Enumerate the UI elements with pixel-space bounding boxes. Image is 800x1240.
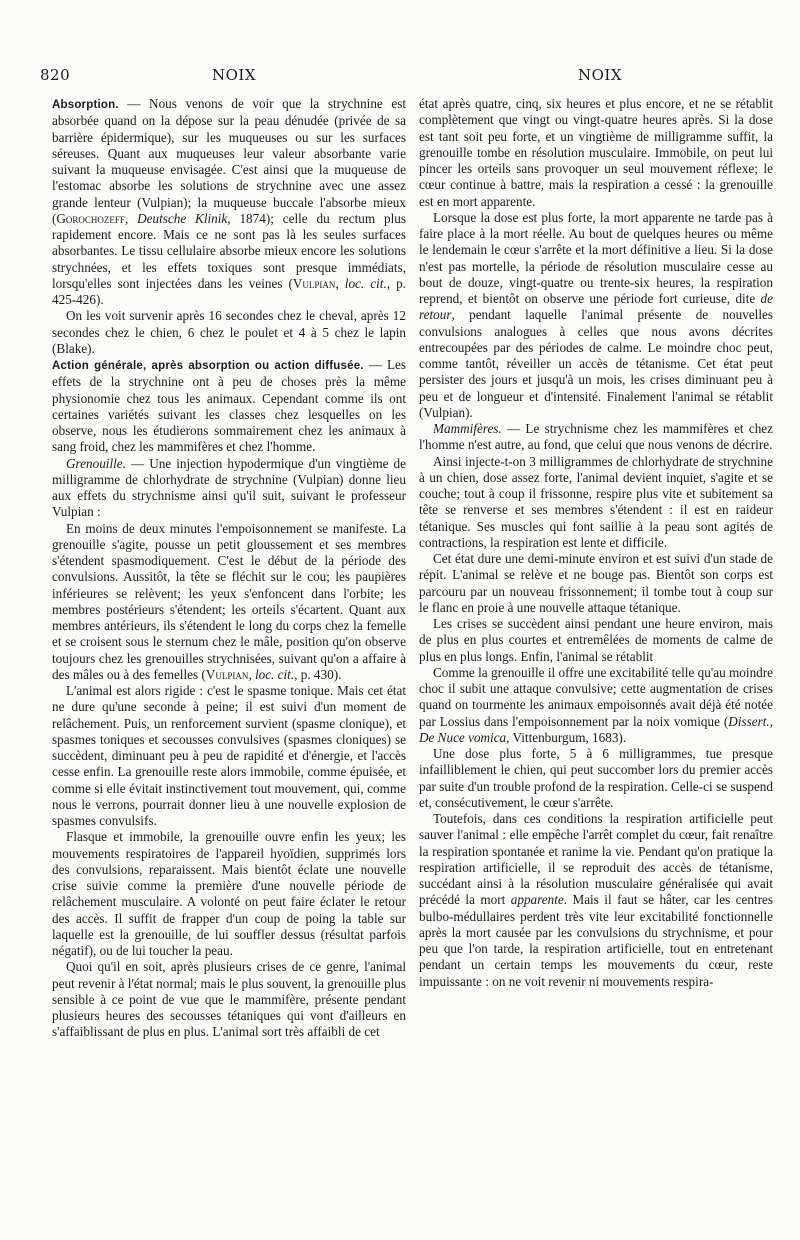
running-head-right: NOIX [578, 66, 623, 84]
paragraph-text: En moins de deux minutes l'empoisonnement se manifeste. La grenouille s'agite, pousse un petit gloussement et ses membres s'étendent spasmodiquement. C'est le début de la période des convulsions. Aussitôt, la tête se fléchit sur le cou; les paupières inférieures se relèvent; les yeux s'enfoncent dans l'orbite; les membres postérieurs s'étendent; les orteils s'écartent. Quant aux membres antérieurs, ils s'étendent le long du corps chez la femelle et se croisent sous le sternum chez le mâle, position qu'on observe toujours chez les grenouilles strychnisées, suivant qu'on a affaire à des mâles ou à des femelles ( [52, 520, 406, 682]
paragraph: état après quatre, cinq, six heures et plus encore, et ne se rétablit complètement que vingt ou vingt-quatre heures après. Si la dose est tant soit peu forte, et un vingtième de milligramme suffit, la grenouille tombe en résolution musculaire. Immobile, on peut lui pincer les orteils sans provoquer un seul mouvement réflexe; le cœur continue à battre, mais la respiration a cessé : la grenouille est en mort apparente. [419, 96, 773, 209]
paragraph: Cet état dure une demi-minute environ et est suivi d'un stade de répit. L'animal se relève et ne bouge pas. Bientôt son corps est parcouru par un nouveau frissonnement; il tombe tout à coup sur le flanc en proie à une nouvelle attaque tétanique. [419, 551, 773, 615]
subsection-heading-mammiferes: Mammifères. [433, 421, 502, 436]
paragraph: Les crises se succèdent ainsi pendant une heure environ, mais de plus en plus courtes et entremêlées de moments de calme de plus en plus longs. Enfin, l'animal se rétablit [419, 616, 773, 664]
paragraph-text: , [124, 210, 138, 226]
paragraph: Quoi qu'il en soit, après plusieurs crises de ce genre, l'animal peut revenir à l'état normal; mais le plus souvent, la grenouille plus sensible à ce point de vue que le mammifère, présente pendant plusieurs heures des secousses tétaniques qui vont d'ailleurs en s'affaiblissant de plus en plus. L'animal sort très affaibli de cet [52, 959, 406, 1040]
paragraph-action-generale [52, 357, 406, 456]
paragraph-text: Comme la grenouille il offre une excitabilité telle qu'au moindre choc il subit une attaque convulsive; cette augmentation de crises quand on tourmente les animaux empoisonnés avait déjà été notée par Lossius dans l'empoisonnement par la noix vomique ( [419, 664, 773, 729]
paragraph [419, 665, 773, 746]
left-column [52, 96, 406, 1196]
paragraph [419, 210, 773, 421]
page-number: 820 [40, 66, 71, 84]
paragraph-text: Lorsque la dose est plus forte, la mort apparente ne tarde pas à faire place à la mort réelle. Au bout de quelques heures ou même le lendemain le cœur s'arrête et la mort définitive a lieu. Si la dose n'est pas mortelle, la période de résolution musculaire cesse au bout de douze, vingt-quatre ou trente-six heures, la respiration reprend, et bientôt on observe une période fort curieuse, dite [419, 209, 773, 306]
paragraph: Flasque et immobile, la grenouille ouvre enfin les yeux; les mouvements respiratoires de l'appareil hyoïdien, supprimés lors des convulsions, reparaissent. Mais bientôt éclate une nouvelle crise suivie comme la première d'une nouvelle période de relâchement musculaire. A volonté on peut faire éclater le retour des accès. Il suffit de frapper d'un coup de poing la table sur laquelle est la grenouille, de lui souffler dessus (résultat parfois négatif), ou de lui toucher la peau. [52, 829, 406, 958]
paragraph-text: Toutefois, dans ces conditions la respiration artificielle peut sauver l'animal : elle empêche l'arrêt complet du cœur, fait renaître la respiration spontanée et ranime la vie. Pendant qu'on pratique la respiration artificielle, il se reproduit des accès de tétanisme, succédant ainsi à la résolution musculaire généralisée qui avait précédé la mort [419, 811, 773, 908]
paragraph-text: — Les effets de la strychnine ont à peu de choses près la même physionomie chez tous les animaux. Cependant comme ils ont certaines variétés suivant les classes chez lesquelles on les observe, nous les étudierons sommairement chez les animaux à sang froid, chez les mammifères et chez l'homme. [52, 357, 406, 455]
paragraph-text: — Nous venons de voir que la strychnine est absorbée quand on la dépose sur la peau dénudée (privée de sa barrière épidermique), sur les muqueuses ou sur les surfaces séreuses. Quant aux muqueuses leur valeur absorbante varie suivant la muqueuse envisagée. C'est ainsi que la muqueuse de l'estomac absorbe les solutions de strychnine avec une assez grande lenteur (Vulpian); la muqueuse buccale l'absorbe mieux ( [52, 96, 406, 226]
running-head-left: NOIX [212, 66, 257, 84]
paragraph: Ainsi injecte-t-on 3 milligrammes de chlorhydrate de strychnine à un chien, dose assez forte, l'animal devient inquiet, s'agite et se couche; tout à coup il frissonne, respire plus vite et subitement sa tête se renverse et ses membres s'étendent : il est en raideur tétanique. Ses muscles qui font saillie à la peau sont agités de contractions, la respiration est lente et difficile. [419, 453, 773, 550]
paragraph-text: , [335, 275, 345, 291]
paragraph: L'animal est alors rigide : c'est le spasme tonique. Mais cet état ne dure qu'une seconde à peine; il est suivi d'un moment de relâchement. Puis, un renforcement survient (spasme clonique), et spasmes toniques et secousses convulsives (spasmes cloniques) se succèdent, diminuant peu à peu de rapidité et d'énergie, et l'accès cesse enfin. La grenouille reste alors immobile, comme épuisée, et comme si elle évitait instinctivement tout mouvement, qui, comme nous le verrons, pourrait donner lieu à une nouvelle explosion de spasmes convulsifs. [52, 683, 406, 828]
section-heading-action-generale: Action générale, après absorption ou action diffusée. [52, 360, 364, 372]
emphasis: de retour [419, 291, 773, 323]
emphasis: apparente [510, 892, 564, 908]
paragraph-text: . Mais il faut se hâter, car les centres bulbo-médullaires perdent très vite leur excitabilité fonctionnelle après la mort causée par les convulsions du strychnisme, et pour peu que l'on tarde, la respiration artificielle, tout en entretenant pendant un certain temps les mouvements du cœur, reste impuissante : on ne voit revenir ni mouvements respira- [419, 892, 773, 989]
paragraph: Une dose plus forte, 5 à 6 milligrammes, tue presque infailliblement le chien, qui peut succomber lors du premier accès par suite d'un trouble profond de la respiration. Celle-ci se suspend et, consécutivement, le cœur s'arrête. [419, 746, 773, 810]
citation-reference: loc. cit. [344, 275, 387, 291]
paragraph-text: , pendant laquelle l'animal présente de nouvelles convulsions analogues à celles que nous avons décrites entrecoupées par des périodes de calme. Le moindre choc peut, comme tantôt, réveiller un accès de tétanisme. Cet état peut persister des jours et jusqu'à un mois, les crises diminuant peu à peu et de longueur et d'intensité. Finalement l'animal se rétablit (Vulpian). [419, 307, 773, 420]
citation-reference: Dissert., De Nuce vomica [419, 713, 773, 745]
paragraph-text: , 1874); celle du rectum plus rapidement encore. Mais ce ne sont pas là les seules surfaces absorbantes. Le tissu cellulaire absorbe mieux encore les solutions strychnées, et les effets toxiques sont presque immédiats, lorsqu'elles sont injectées dans les veines ( [52, 210, 406, 291]
paragraph-text: , p. 425-426). [52, 275, 406, 307]
paragraph-text: , p. 430). [294, 666, 342, 682]
paragraph-text: , [248, 666, 255, 682]
subsection-heading-grenouille: Grenouille. [66, 455, 126, 471]
paragraph-mammiferes [419, 421, 773, 454]
section-heading-absorption: Absorption. [52, 99, 119, 111]
paragraph: On les voit survenir après 16 secondes chez le cheval, après 12 secondes chez le chien, 6 chez le poulet et 4 à 5 chez le lapin (Blake). [52, 308, 406, 356]
author-citation: Gorochozeff [56, 210, 125, 226]
work-title: Deutsche Klinik [137, 210, 228, 226]
paragraph-text: — Le strychnisme chez les mammifères et chez l'homme n'est autre, au fond, que celui que nous venons de décrire. [419, 421, 773, 453]
author-citation: Vulpian [205, 666, 249, 682]
paragraph [52, 521, 406, 684]
right-column [419, 96, 773, 1196]
author-citation: Vulpian [292, 275, 336, 291]
paragraph-grenouille [52, 456, 406, 521]
citation-reference: loc. cit. [254, 666, 295, 682]
paragraph-text: — Une injection hypodermique d'un vingtième de milligramme de chlorhydrate de strychnine (Vulpian) donne lieu aux effets du strychnisme ainsi qu'il suit, suivant le professeur Vulpian : [52, 455, 406, 520]
paragraph-text: , Vittenburgum, 1683). [506, 729, 627, 745]
paragraph [419, 811, 773, 990]
paragraph-absorption [52, 96, 406, 308]
